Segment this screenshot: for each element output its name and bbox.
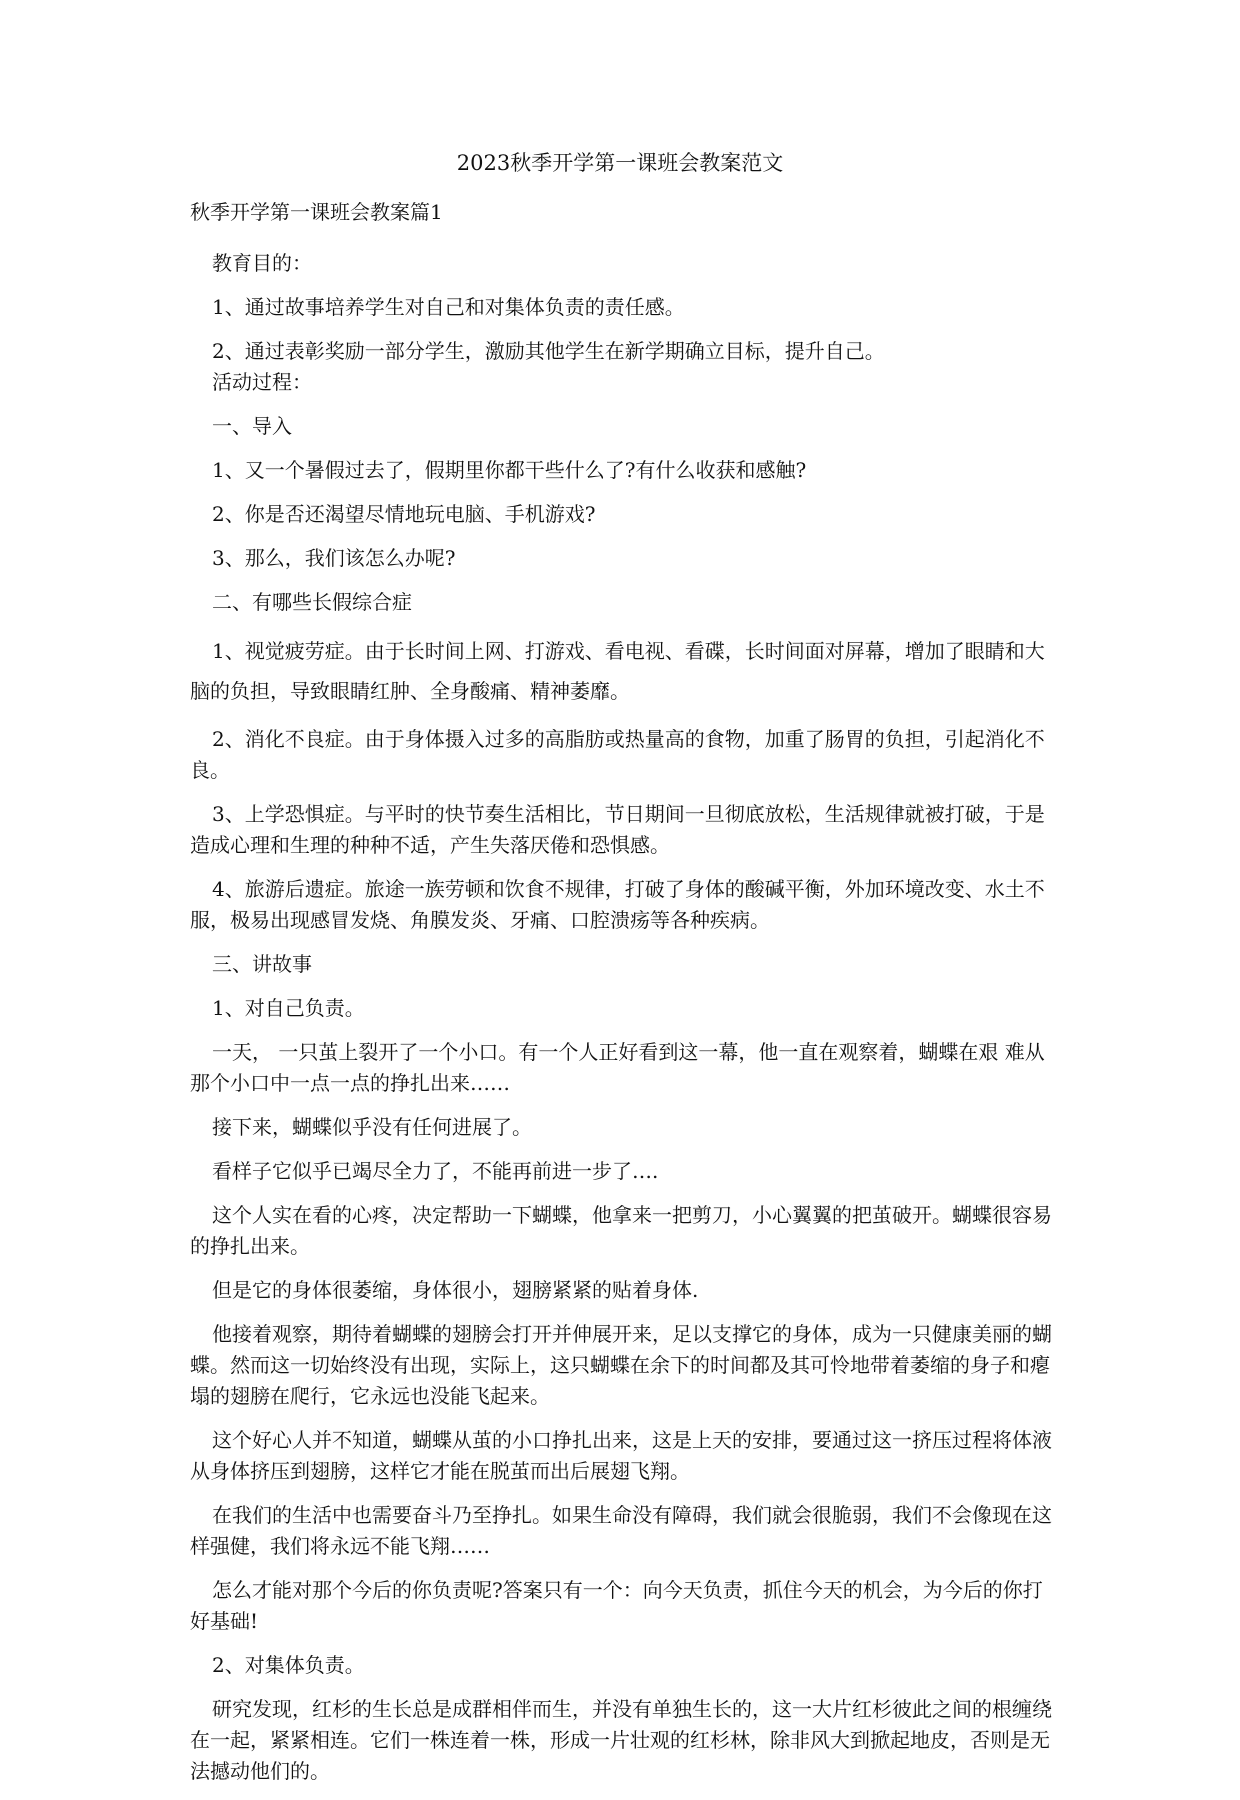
paragraph: 一、导入 — [212, 414, 292, 438]
paragraph: 这个人实在看的心疼，决定帮助一下蝴蝶，他拿来一把剪刀，小心翼翼的把茧破开。蝴蝶很容易的挣扎出来。 — [190, 1203, 1052, 1258]
document-body — [190, 248, 1060, 1800]
paragraph: 研究发现，红杉的生长总是成群相伴而生，并没有单独生长的，这一大片红杉彼此之间的根缠绕在一起，紧紧相连。它们一株连着一株，形成一片壮观的红杉林，除非风大到掀起地皮，否则是无法撼动他们的。 — [190, 1697, 1052, 1783]
paragraph: 3、那么，我们该怎么办呢? — [212, 546, 456, 570]
paragraph: 4、旅游后遗症。旅途一族劳顿和饮食不规律，打破了身体的酸碱平衡，外加环境改变、水土不服，极易出现感冒发烧、角膜发炎、牙痛、口腔溃疡等各种疾病。 — [190, 877, 1045, 932]
paragraph: 接下来，蝴蝶似乎没有任何进展了。 — [212, 1115, 532, 1139]
paragraph: 一天， 一只茧上裂开了一个小口。有一个人正好看到这一幕，他一直在观察着，蝴蝶在艰 难从那个小口中一点一点的挣扎出来…… — [190, 1040, 1045, 1095]
paragraph: 二、有哪些长假综合症 — [212, 590, 412, 614]
paragraph: 1、对自己负责。 — [212, 996, 365, 1020]
paragraph: 1、视觉疲劳症。由于长时间上网、打游戏、看电视、看碟，长时间面对屏幕，增加了眼睛和大脑的负担，导致眼睛红肿、全身酸痛、精神萎靡。 — [190, 639, 1045, 703]
paragraph: 但是它的身体很萎缩，身体很小，翅膀紧紧的贴着身体. — [212, 1278, 699, 1302]
paragraph: 1、又一个暑假过去了，假期里你都干些什么了?有什么收获和感触? — [212, 458, 807, 482]
paragraph: 三、讲故事 — [212, 952, 312, 976]
paragraph: 看样子它似乎已竭尽全力了，不能再前进一步了…. — [212, 1159, 659, 1183]
document-title: 2023秋季开学第一课班会教案范文 — [456, 151, 784, 175]
paragraph: 教育目的： — [212, 251, 312, 275]
paragraph: 活动过程： — [212, 370, 312, 394]
section-title: 秋季开学第一课班会教案篇1 — [190, 200, 443, 224]
paragraph: 在我们的生活中也需要奋斗乃至挣扎。如果生命没有障碍，我们就会很脆弱，我们不会像现在这样强健，我们将永远不能飞翔…… — [190, 1503, 1052, 1558]
paragraph: 这个好心人并不知道，蝴蝶从茧的小口挣扎出来，这是上天的安排，要通过这一挤压过程将体液从身体挤压到翅膀，这样它才能在脱茧而出后展翅飞翔。 — [190, 1428, 1052, 1483]
paragraph: 3、上学恐惧症。与平时的快节奏生活相比，节日期间一旦彻底放松，生活规律就被打破，于是造成心理和生理的种种不适，产生失落厌倦和恐惧感。 — [190, 802, 1045, 857]
paragraph: 1、通过故事培养学生对自己和对集体负责的责任感。 — [212, 295, 685, 319]
paragraph: 2、对集体负责。 — [212, 1653, 365, 1677]
paragraph: 2、通过表彰奖励一部分学生，激励其他学生在新学期确立目标，提升自己。 — [212, 339, 885, 363]
paragraph: 2、你是否还渴望尽情地玩电脑、手机游戏? — [212, 502, 596, 526]
paragraph: 2、消化不良症。由于身体摄入过多的高脂肪或热量高的食物，加重了肠胃的负担，引起消化不良。 — [190, 727, 1045, 782]
paragraph: 他接着观察，期待着蝴蝶的翅膀会打开并伸展开来，足以支撑它的身体，成为一只健康美丽的蝴蝶。然而这一切始终没有出现，实际上，这只蝴蝶在余下的时间都及其可怜地带着萎缩的身子和瘪塌的翅膀在爬行，它永远也没能飞起来。 — [190, 1322, 1052, 1408]
paragraph: 怎么才能对那个今后的你负责呢?答案只有一个：向今天负责，抓住今天的机会，为今后的你打好基础! — [190, 1578, 1043, 1633]
